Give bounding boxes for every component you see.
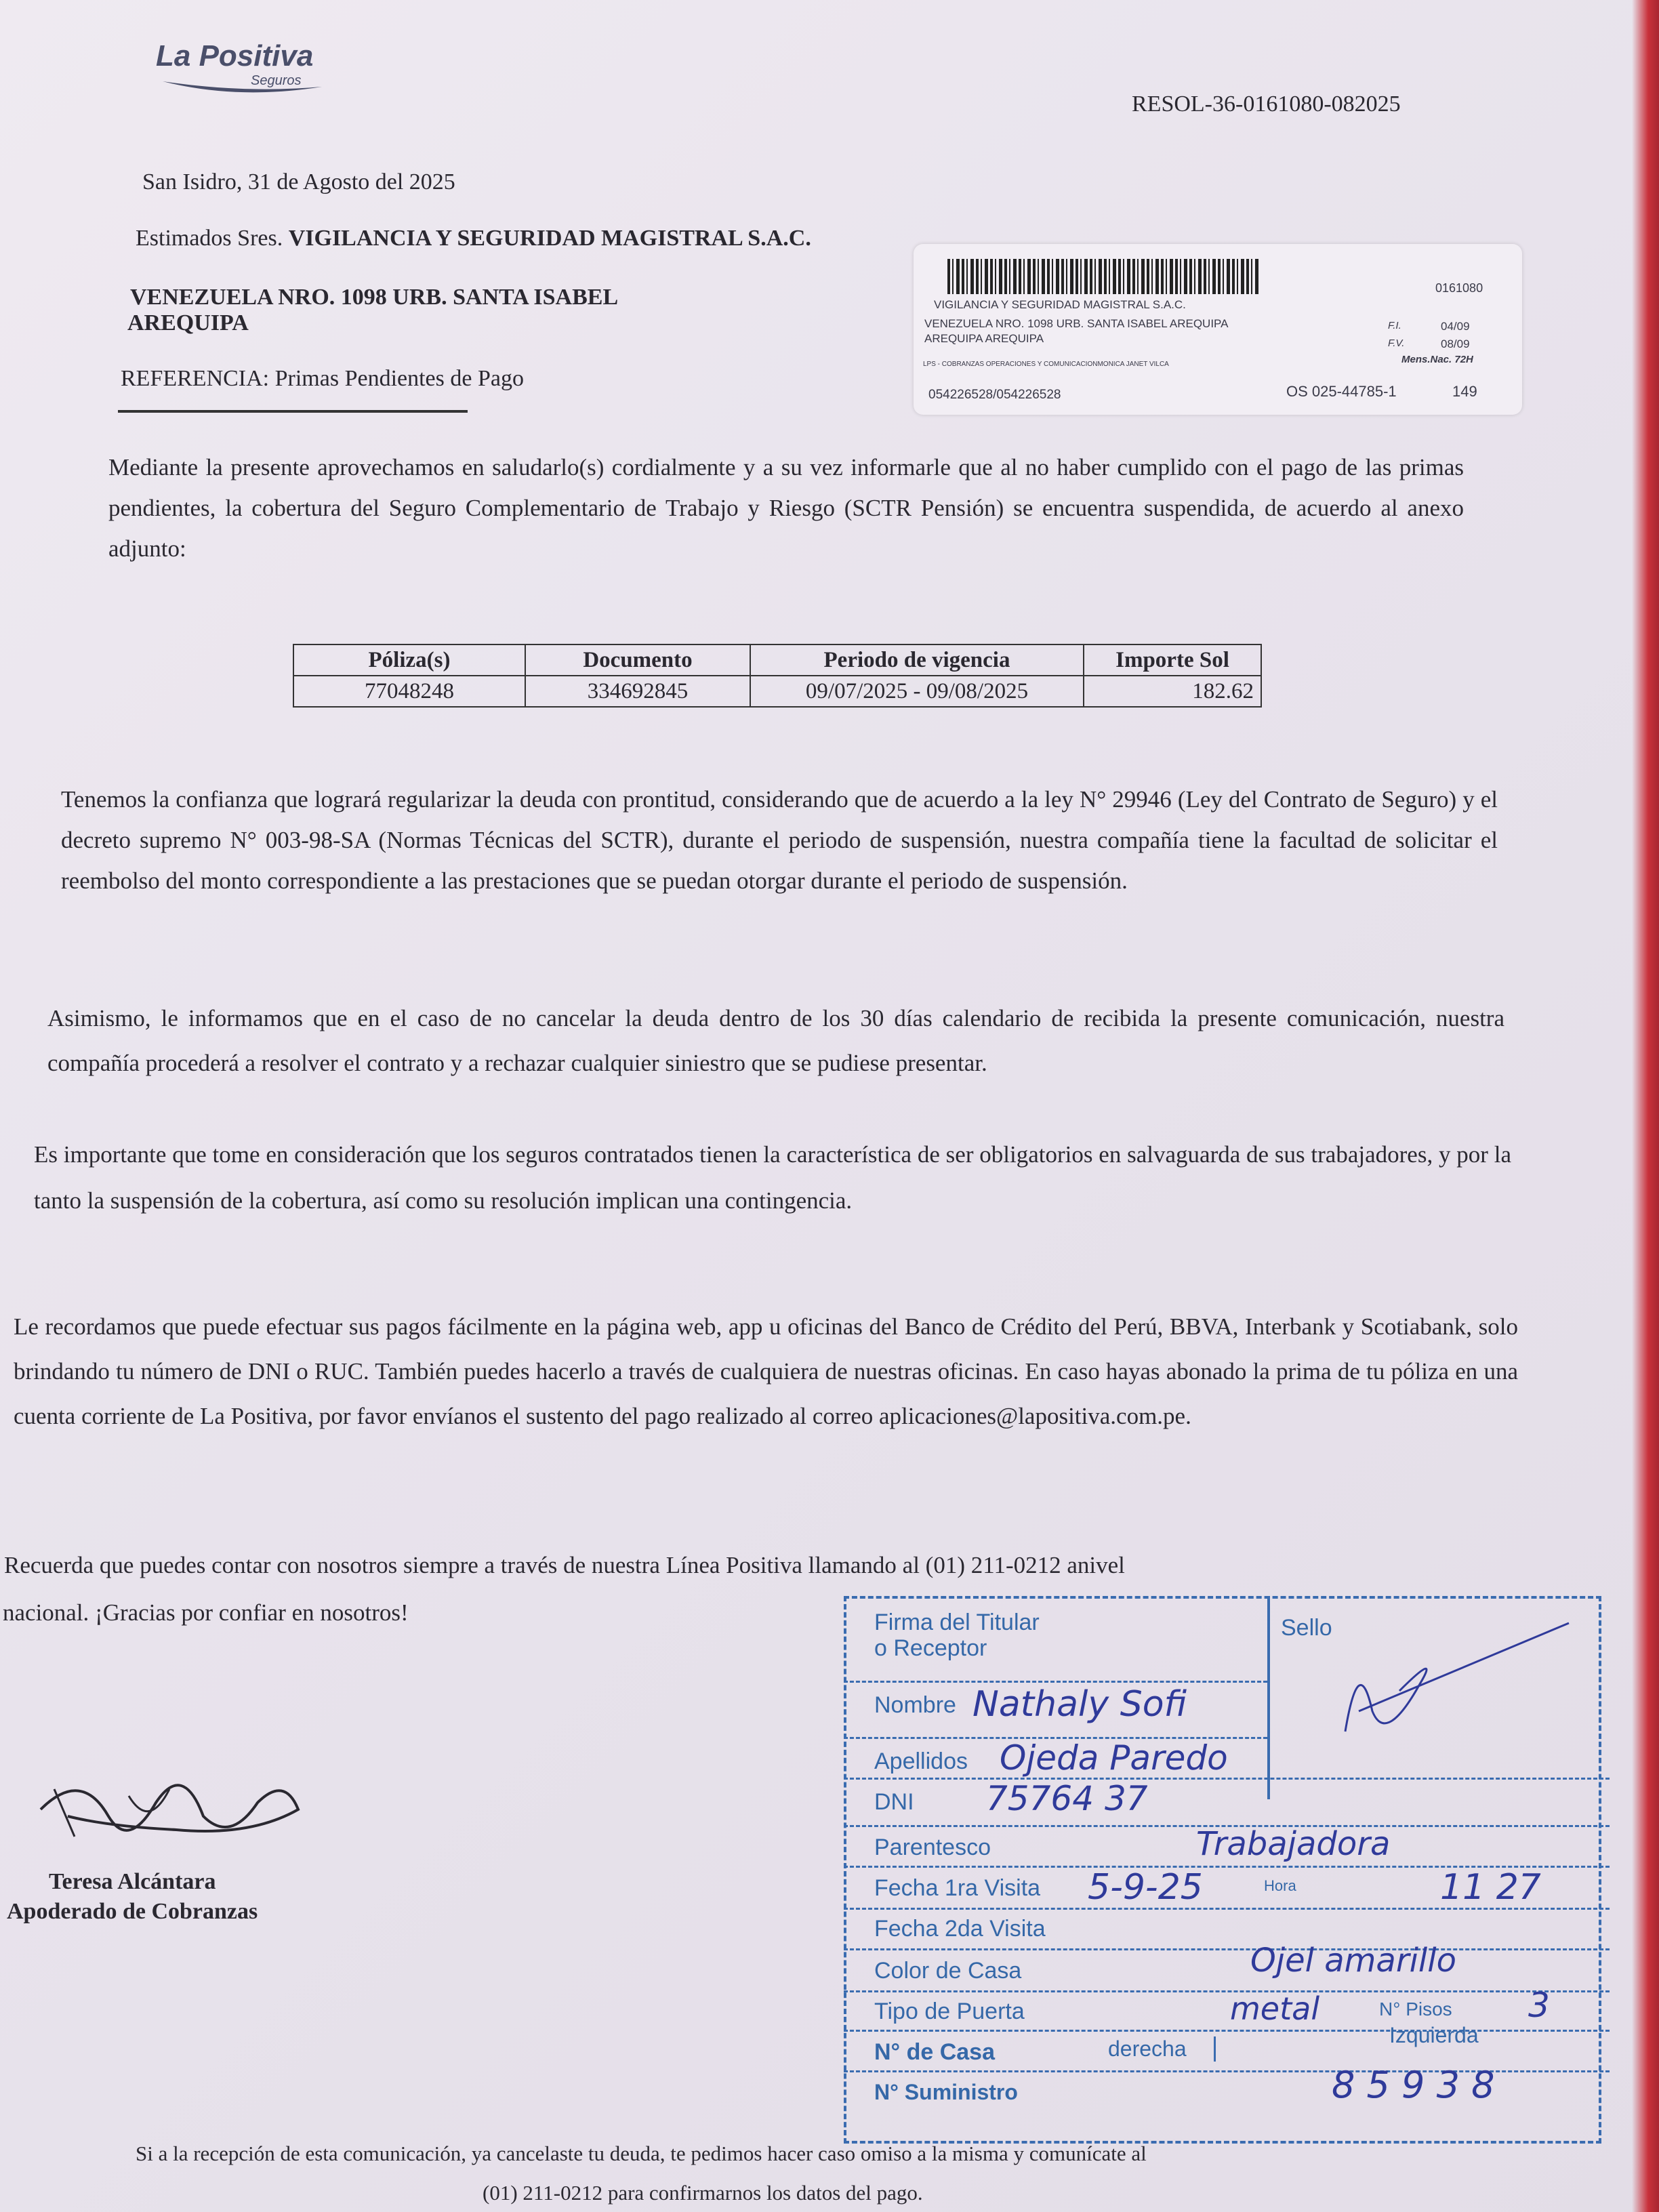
letter-date: San Isidro, 31 de Agosto del 2025 <box>142 169 455 194</box>
stamp-label-pisos: N° Pisos <box>1379 1999 1452 2020</box>
reference-line: REFERENCIA: Primas Pendientes de Pago <box>121 366 524 391</box>
label-phones: 054226528/054226528 <box>928 388 1061 402</box>
stamp-label-nombre: Nombre <box>874 1692 956 1718</box>
stamp-label-fecha-1: Fecha 1ra Visita <box>874 1875 1041 1901</box>
stamp-row-line <box>844 1681 1267 1683</box>
stamp-label-izquierda: Izquierda <box>1389 2023 1479 2047</box>
footer-line-2: (01) 211-0212 para confirmarnos los datos del pago. <box>483 2181 923 2205</box>
handwritten-suministro: 8 5 9 3 8 <box>1332 2064 1495 2106</box>
stamp-label-puerta: Tipo de Puerta <box>874 1999 1025 2024</box>
policy-table <box>293 644 1262 708</box>
stamp-label-casa: N° de Casa <box>874 2039 996 2065</box>
table-cell-document: 334692845 <box>525 676 750 707</box>
label-number: 149 <box>1452 383 1477 400</box>
stamp-row-line <box>844 1990 1610 1992</box>
logo-brand: La Positiva <box>156 39 314 73</box>
label-code: 0161080 <box>1435 281 1483 295</box>
stamp-divider <box>1267 1596 1270 1799</box>
label-fi: 04/09 <box>1441 320 1470 333</box>
courier-stamp <box>844 1596 1610 2152</box>
label-line-3: AREQUIPA AREQUIPA <box>924 332 1044 345</box>
table-header-row <box>293 644 1261 676</box>
label-small-text: LPS - COBRANZAS OPERACIONES Y COMUNICACIONMONICA JANET VILCA <box>923 361 1169 368</box>
stamp-label-fecha-2: Fecha 2da Visita <box>874 1916 1046 1942</box>
barcode-icon <box>947 259 1259 294</box>
handwritten-fecha-1: 5-9-25 <box>1088 1867 1203 1908</box>
label-os: OS 025-44785-1 <box>1286 383 1397 400</box>
stamp-signature-icon <box>1318 1610 1576 1745</box>
table-cell-policy: 77048248 <box>293 676 525 707</box>
reference-underline <box>118 410 468 413</box>
intro-paragraph: Mediante la presente aprovechamos en saludarlo(s) cordialmente y a su vez informarle que al no haber cumplido con el pago de las primas pendientes, la cobertura del Seguro Complementario de Trabajo y Riesgo (SCTR Pensión) se encuentra suspendida, de acuerdo al anexo adjunto: <box>108 454 1464 562</box>
addressee-name: VIGILANCIA Y SEGURIDAD MAGISTRAL S.A.C. <box>288 226 811 251</box>
handwritten-apellidos: Ojeda Paredo <box>1000 1738 1228 1778</box>
table-header: Periodo de vigencia <box>750 644 1084 676</box>
signer-title: Apoderado de Cobranzas <box>7 1899 258 1924</box>
paragraph-5-line-2: nacional. ¡Gracias por confiar en nosotros! <box>3 1599 409 1626</box>
mailing-label <box>914 244 1522 415</box>
resolution-number: RESOL-36-0161080-082025 <box>1132 91 1401 117</box>
stamp-label-parentesco: Parentesco <box>874 1835 991 1860</box>
label-fv-label: F.V. <box>1388 337 1405 349</box>
stamp-label-firma-2: o Receptor <box>874 1635 987 1661</box>
label-fi-label: F.I. <box>1388 320 1401 331</box>
handwritten-nombre: Nathaly Sofi <box>972 1684 1187 1725</box>
label-service: Mens.Nac. 72H <box>1401 354 1473 365</box>
table-row <box>293 676 1261 707</box>
handwritten-pisos: 3 <box>1528 1986 1550 2025</box>
label-line-2: VENEZUELA NRO. 1098 URB. SANTA ISABEL AREQUIPA <box>924 317 1229 330</box>
handwritten-dni: 75764 37 <box>986 1779 1148 1818</box>
handwritten-parentesco: Trabajadora <box>1196 1825 1391 1863</box>
stamp-row-line <box>844 2070 1610 2072</box>
stamp-row-line <box>844 1908 1610 1910</box>
la-positiva-logo <box>156 39 339 114</box>
table-header: Póliza(s) <box>293 644 525 676</box>
salutation <box>136 226 811 251</box>
stamp-row-line <box>844 1948 1610 1950</box>
stamp-label-color: Color de Casa <box>874 1958 1022 1984</box>
label-line-1: VIGILANCIA Y SEGURIDAD MAGISTRAL S.A.C. <box>934 298 1186 311</box>
table-header: Documento <box>525 644 750 676</box>
logo-swoosh-icon <box>156 39 339 114</box>
stamp-label-apellidos: Apellidos <box>874 1748 968 1774</box>
handwritten-color: Ojel amarillo <box>1250 1942 1456 1980</box>
footer-line-1: Si a la recepción de esta comunicación, ya cancelaste tu deuda, te pedimos hacer caso omiso a la misma y comunícate al <box>136 2142 1147 2165</box>
paragraph-4: Le recordamos que puede efectuar sus pagos fácilmente en la página web, app u oficinas del Banco de Crédito del Perú, BBVA, Interbank y Scotiabank, solo brindando tu número de DNI o RUC. También puedes hacerlo a través de cualquiera de nuestras oficinas. En caso hayas abonado la prima de tu póliza en una cuenta corriente de La Positiva, por favor envíanos el sustento del pago realizado al correo aplicaciones@lapositiva.com.pe. <box>14 1313 1518 1429</box>
logo-sub: Seguros <box>251 73 302 88</box>
handwritten-hora: 11 27 <box>1440 1867 1541 1908</box>
stamp-label-derecha: derecha <box>1108 2036 1216 2062</box>
table-header: Importe Sol <box>1084 644 1261 676</box>
paragraph-1: Tenemos la confianza que logrará regularizar la deuda con prontitud, considerando que de acuerdo a la ley N° 29946 (Ley del Contrato de Seguro) y el decreto supremo N° 003-98-SA (Normas Técnicas del SCTR), durante el periodo de suspensión, nuestra compañía tiene la facultad de solicitar el reembolso del monto correspondiente a las prestaciones que se puedan otorgar durante el periodo de suspensión. <box>61 786 1498 894</box>
label-fv: 08/09 <box>1441 337 1470 350</box>
handwritten-signature-icon <box>27 1762 312 1857</box>
paragraph-3: Es importante que tome en consideración que los seguros contratados tienen la característica de ser obligatorios en salvaguarda de sus trabajadores, y por la tanto la suspensión de la cobertura, así como su resolución implican una contingencia. <box>34 1141 1511 1214</box>
paragraph-2: Asimismo, le informamos que en el caso de no cancelar la deuda dentro de los 30 días calendario de recibida la presente comunicación, nuestra compañía procederá a resolver el contrato y a rechazar cualquier siniestro que se pudiese presentar. <box>47 1005 1504 1076</box>
table-cell-period: 09/07/2025 - 09/08/2025 <box>750 676 1084 707</box>
signer-name: Teresa Alcántara <box>49 1869 216 1894</box>
stamp-label-suministro: N° Suministro <box>874 2080 1018 2104</box>
table-cell-amount: 182.62 <box>1084 676 1261 707</box>
stamp-label-firma: Firma del Titular <box>874 1610 1040 1635</box>
addressee-address-2: AREQUIPA <box>127 310 249 335</box>
paragraph-5-line-1: Recuerda que puedes contar con nosotros siempre a través de nuestra Línea Positiva llamando al (01) 211-0212 anivel <box>4 1552 1125 1578</box>
stamp-row-line <box>844 1778 1610 1780</box>
salutation-prefix: Estimados Sres. <box>136 226 283 251</box>
addressee-address-1: VENEZUELA NRO. 1098 URB. SANTA ISABEL <box>130 285 619 310</box>
stamp-label-dni: DNI <box>874 1789 914 1815</box>
stamp-row-line <box>844 2030 1610 2032</box>
background-edge <box>1632 0 1659 2212</box>
handwritten-puerta: metal <box>1230 1990 1320 2027</box>
stamp-label-sello: Sello <box>1281 1615 1332 1641</box>
stamp-label-hora: Hora <box>1264 1877 1296 1894</box>
